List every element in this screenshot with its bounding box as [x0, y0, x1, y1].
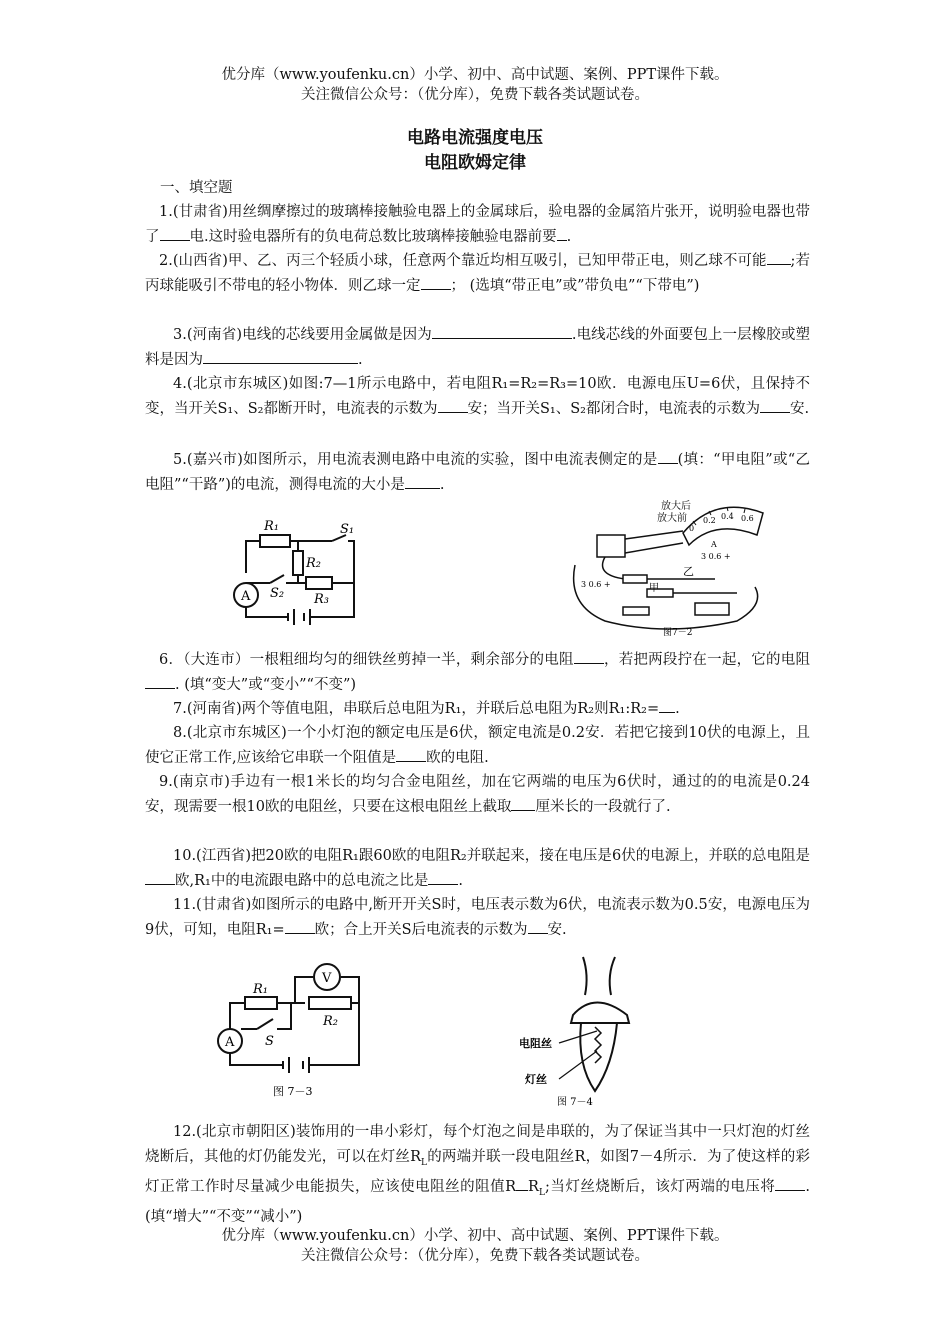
svg-text:R₂: R₂ [306, 556, 321, 571]
question-11: 11.(甘肃省)如图所示的电路中,断开开关S时，电压表示数为6伏，电流表示数为0.5安，电源电压为9伏，可知，电阻R₁= 欧；合上开关S后电流表的示数为 安. [145, 897, 810, 938]
footer-line-1: 优分库（www.youfenku.cn）小学、初中、高中试题、案例、PPT课件下载。 [221, 1228, 729, 1244]
bulb-cap [571, 1003, 629, 1024]
question-6: 6．（大连市）一根粗细均匀的细铁丝剪掉一半，剩余部分的电阻 ，若把两段拧在一起，它的电阻. (填“变大”或“变小”“不变”) [145, 648, 810, 697]
svg-text:S₂: S₂ [270, 586, 285, 601]
question-7: 7.(河南省)两个等值电阻，串联后总电阻为R₁，并联后总电阻为R₂则R₁:R₂= . [145, 697, 810, 722]
svg-text:0: 0 [689, 524, 695, 533]
svg-text:S: S [265, 1034, 274, 1049]
svg-text:电阻丝: 电阻丝 [519, 1037, 552, 1050]
question-4: 4.(北京市东城区)如图:7—1所示电路中，若电阻R₁=R₂=R₃=10欧．电源电压U=6伏，且保持不变，当开关S₁、S₂都断开时，电流表的示数为 安；当开关S₁、S₂都闭合时，电流表的示数为 安. [145, 376, 810, 417]
figure-7-4-bulb [515, 955, 665, 1110]
svg-text:0.4: 0.4 [721, 512, 734, 521]
svg-text:图 7－4: 图 7－4 [557, 1097, 593, 1108]
bulb-glass [580, 1023, 617, 1091]
page-title: 电路电流强度电压 [407, 128, 543, 148]
svg-text:灯丝: 灯丝 [525, 1073, 547, 1086]
resistor-r3-symbol [306, 577, 332, 589]
question-9: 9.(南京市)手边有一根1米长的均匀合金电阻丝，加在它两端的电压为6伏时，通过的的电流是0.24安，现需要一根10欧的电阻丝，只要在这根电阻丝上截取 厘米长的一段就行了. [145, 774, 810, 815]
figure-7-1-circuit [222, 515, 367, 627]
svg-text:乙: 乙 [683, 565, 694, 578]
svg-text:3 0.6 +: 3 0.6 + [581, 580, 611, 589]
svg-text:0.2: 0.2 [703, 516, 716, 525]
question-3: 3.(河南省)电线的芯线要用金属做是因为 .电线芯线的外面要包上一层橡胶或塑料是因为 . [145, 323, 810, 372]
resistor-r2-symbol [309, 997, 351, 1009]
section-heading: 一、填空题 [160, 180, 233, 196]
question-1: 1.(甘肃省)用丝绸摩擦过的玻璃棒接触验电器上的金属球后，验电器的金属箔片张开，说明验电器也带了 电.这时验电器所有的负电荷总数比玻璃棒接触验电器前要 . [145, 204, 810, 245]
page-subtitle: 电阻欧姆定律 [424, 153, 526, 173]
svg-text:甲: 甲 [649, 583, 659, 594]
svg-text:A: A [241, 589, 251, 604]
svg-text:0.6: 0.6 [741, 514, 754, 523]
svg-text:放大后: 放大后 [661, 501, 691, 512]
resistor-r2-symbol [293, 551, 303, 575]
svg-text:R₁: R₁ [264, 519, 279, 534]
svg-text:S₁: S₁ [340, 522, 355, 537]
svg-text:R₃: R₃ [314, 592, 329, 607]
svg-text:R₂: R₂ [323, 1014, 338, 1029]
svg-text:R₁: R₁ [253, 982, 268, 997]
figure-7-3-circuit [205, 955, 380, 1100]
svg-text:A: A [225, 1035, 235, 1050]
svg-text:放大前: 放大前 [657, 513, 687, 524]
question-5: 5.(嘉兴市)如图所示，用电流表测电路中电流的实验，图中电流表侧定的是 (填：“甲电阻”或“乙电阻”“干路”)的电流，测得电流的大小是 . [145, 448, 810, 497]
question-8: 8.(北京市东城区)一个小灯泡的额定电压是6伏，额定电流是0.2安．若把它接到10伏的电源上，且使它正常工作,应该给它串联一个阻值是 欧的电阻. [145, 725, 810, 766]
header-line-1: 优分库（www.youfenku.cn）小学、初中、高中试题、案例、PPT课件下载。 [221, 67, 729, 83]
svg-text:图7－2: 图7－2 [663, 628, 693, 638]
question-2: 2.(山西省)甲、乙、丙三个轻质小球，任意两个靠近均相互吸引，已知甲带正电，则乙球不可能 ;若丙球能吸引不带电的轻小物体．则乙球一定 ； (选填“带正电”或”带负电”“下带电”) [145, 249, 810, 298]
svg-text:V: V [322, 971, 332, 986]
question-12: 12.(北京市朝阳区)装饰用的一串小彩灯，每个灯泡之间是串联的，为了保证当其中一只灯泡的灯丝烧断后，其他的灯仍能发光，可以在灯丝$R_L$的两端并联一段电阻丝R，如图7－4所示．为了使这样的彩灯正常工作时尽量减少电能损失，应该使电阻丝的阻值R $R_L$;当灯丝烧断后，该灯两端的电压将 .(填“增大”“不变”“减小”) [145, 1124, 810, 1226]
resistor-r1-symbol [260, 535, 290, 547]
resistor-r1-symbol [245, 997, 277, 1009]
resistance-wire [595, 1027, 601, 1063]
figure-7-2-experiment [565, 495, 780, 640]
svg-text:图 7－3: 图 7－3 [273, 1085, 313, 1098]
svg-text:3 0.6 +: 3 0.6 + [701, 552, 731, 561]
question-10: 10.(江西省)把20欧的电阻R₁跟60欧的电阻R₂并联起来，接在电压是6伏的电源上，并联的总电阻是欧,R₁中的电流跟电路中的总电流之比是 . [145, 844, 810, 893]
svg-text:A: A [711, 540, 717, 549]
header-line-2: 关注微信公众号：（优分库），免费下载各类试题试卷。 [301, 87, 649, 103]
footer-line-2: 关注微信公众号：（优分库），免费下载各类试题试卷。 [301, 1248, 649, 1264]
